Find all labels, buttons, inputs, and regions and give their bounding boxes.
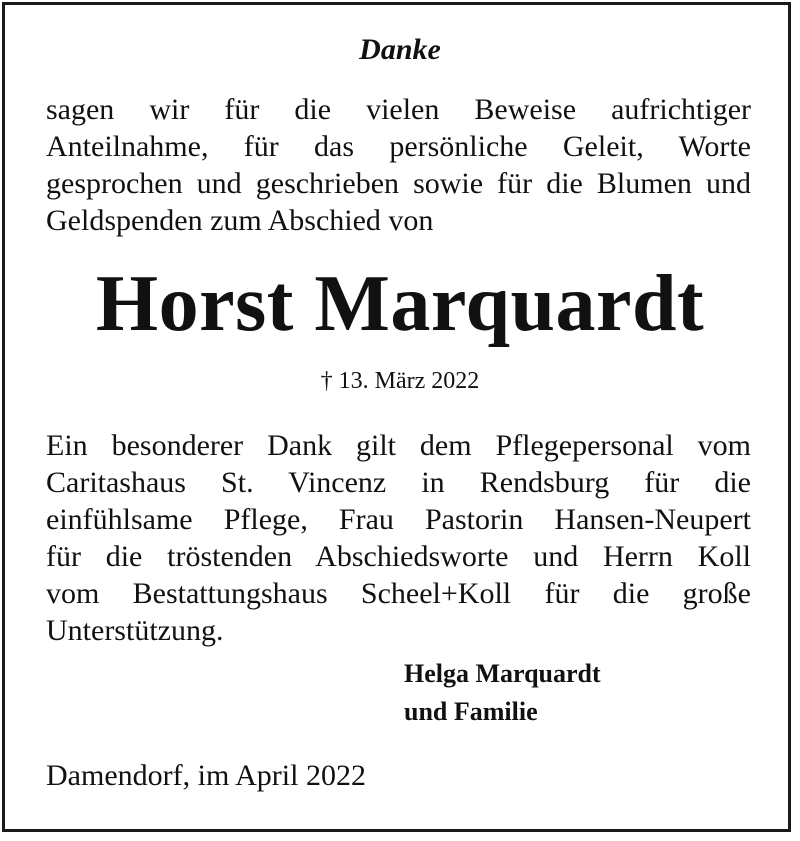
signature bbox=[404, 655, 601, 731]
place-date: Damendorf, im April 2022 bbox=[46, 759, 366, 792]
thanks-line: Unterstützung. bbox=[46, 614, 224, 647]
thanks-paragraph bbox=[46, 427, 751, 649]
thanks-line: Ein besonderer Dank gilt dem Pflegepersonal vom bbox=[46, 429, 751, 462]
notice-heading: Danke bbox=[359, 33, 441, 66]
intro-line: Anteilnahme, für das persönliche Geleit, Worte bbox=[46, 130, 751, 163]
intro-line: gesprochen und geschrieben sowie für die Blumen und bbox=[46, 167, 751, 200]
thanks-line: einfühlsame Pflege, Frau Pastorin Hansen-Neupert bbox=[46, 503, 751, 536]
signature-name: Helga Marquardt bbox=[404, 659, 601, 688]
signature-family: und Familie bbox=[404, 697, 538, 726]
intro-line: Geldspenden zum Abschied von bbox=[46, 204, 434, 237]
death-date: † 13. März 2022 bbox=[320, 368, 480, 394]
intro-line: sagen wir für die vielen Beweise aufrichtiger bbox=[46, 93, 751, 126]
thanks-line: für die tröstenden Abschiedsworte und Herrn Koll bbox=[46, 540, 751, 573]
thanks-line: Caritashaus St. Vincenz in Rendsburg für die bbox=[46, 466, 751, 499]
thanks-line: vom Bestattungshaus Scheel+Koll für die große bbox=[46, 577, 751, 610]
intro-paragraph bbox=[46, 91, 751, 239]
deceased-name: Horst Marquardt bbox=[95, 260, 705, 348]
